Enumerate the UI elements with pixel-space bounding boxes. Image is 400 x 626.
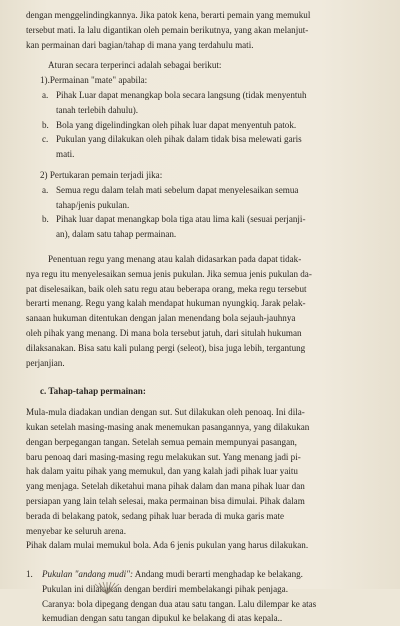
text-line: dilaksanakan. Bisa satu kali pulang pergi (seleot), bisa juga lebih, tergantung <box>26 342 306 353</box>
text-line: berada di belakang patok, sedang pihak luar berada di muka garis mate <box>26 510 285 521</box>
rules-intro: Aturan secara terperinci adalah sebagai berikut: <box>48 60 222 71</box>
exchange-item-b <box>26 212 380 242</box>
mate-item-a <box>26 88 380 118</box>
text-line: Bola yang digelindingkan oleh pihak luar dapat menyentuh patok. <box>56 119 297 130</box>
paragraph-stages <box>26 405 380 553</box>
text-line: mati. <box>56 149 75 160</box>
text-line: perjanjian. <box>26 357 65 368</box>
ornament-icon <box>92 581 122 595</box>
text-line: Pihak dalam mulai memukul bola. Ada 6 jenis pukulan yang harus dilakukan. <box>26 540 309 551</box>
list-marker: b. <box>42 119 49 130</box>
text-line: Penentuan regu yang menang atau kalah didasarkan pada dapat tidak- <box>48 253 302 264</box>
text-line: Pihak Luar dapat menangkap bola secara langsung (tidak menyentuh <box>56 89 307 100</box>
stroke-item-1 <box>26 567 380 626</box>
text-line: kan permainan dari bagian/tahap di mana yang terdahulu mati. <box>26 39 254 50</box>
text-line: kukan setelah masing-masing anak menemukan pasangannya, yang dilakukan <box>26 421 310 432</box>
text-line: hak dalam yaitu pihak yang memukul, dan yang kalah jadi pihak luar yaitu <box>26 466 298 477</box>
item-text: Andang mudi berarti menghadap ke belakang. <box>133 569 303 580</box>
text-line: Mula-mula diadakan undian dengan sut. Sut dilakukan oleh penoaq. Ini dila- <box>26 407 305 418</box>
item-title: Pukulan "andang mudi": <box>42 569 133 580</box>
text-line: kemudian dengan satu tangan dipukul ke belakang di atas kepala.. <box>42 613 283 624</box>
text-line: pat diselesaikan, baik oleh satu regu atau beberapa orang, meka regu tersebut <box>26 283 307 294</box>
exchange-heading: 2) Pertukaran pemain terjadi jika: <box>40 169 163 180</box>
list-marker: a. <box>42 184 49 195</box>
text-line: baru penoaq dari masing-masing regu melakukan sut. Yang menang jadi pi- <box>26 451 301 462</box>
list-marker: c. <box>42 134 49 145</box>
text-line <box>26 567 380 582</box>
text-line: berarti menang. Regu yang kalah mendapat hukuman nyungkiq. Jarak pelak- <box>26 298 306 309</box>
mate-heading: 1).Permainan "mate" apabila: <box>40 75 148 86</box>
paragraph-winner <box>26 252 380 370</box>
text-line: oleh pihak yang menang. Di mana bola tersebut jatuh, dari situlah hukuman <box>26 327 302 338</box>
text-line: Caranya: bola dipegang dengan dua atau satu tangan. Lalu dilempar ke atas <box>42 598 317 609</box>
text-line: Pukulan yang dilakukan oleh pihak dalam tidak bisa melewati garis <box>56 134 302 145</box>
text-line: tersebut mati. Ia lalu digantikan oleh pemain berikutnya, yang akan melanjut- <box>26 24 309 35</box>
text-line: dengan berpegangan tangan. Setelah semua pemain mempunyai pasangan, <box>26 436 297 447</box>
text-line: nya regu itu menyelesaikan semua jenis pukulan. Jika semua jenis pukulan da- <box>26 268 312 279</box>
mate-item-c <box>26 132 380 162</box>
text-line: tahap/jenis pukulan. <box>56 199 130 210</box>
mate-item-b <box>26 118 380 133</box>
text-line: menyebar ke seluruh arena. <box>26 525 126 536</box>
list-marker: b. <box>42 214 49 225</box>
text-line: an), dalam satu tahap permainan. <box>56 229 177 240</box>
text-line: sanaan hukuman ditentukan dengan jalan menendang bola sejauh-jauhnya <box>26 313 296 324</box>
text-line: yang menjaga. Setelah diketahui mana pihak dalam dan mana pihak luar dan <box>26 481 305 492</box>
text-line: Semua regu dalam telah mati sebelum dapat menyelesaikan semua <box>56 184 299 195</box>
text-line: tanah terlebih dahulu). <box>56 104 139 115</box>
text-line: dengan menggelindingkannya. Jika patok kena, berarti pemain yang memukul <box>26 10 311 20</box>
text-line: persiapan yang lain telah selesai, maka permainan bisa dimulai. Pihak dalam <box>26 495 305 506</box>
text-line: Pukulan ini dilakukan dengan berdiri membelakangi pihak penjaga. <box>42 583 288 594</box>
text-line: Pihak luar dapat menangkap bola tiga atau lima kali (sesuai perjanji- <box>56 214 306 225</box>
exchange-item-a <box>26 183 380 213</box>
item-number: 1. <box>26 569 33 580</box>
list-marker: a. <box>42 89 49 100</box>
section-heading-stages: c. Tahap-tahap permainan: <box>40 386 146 397</box>
